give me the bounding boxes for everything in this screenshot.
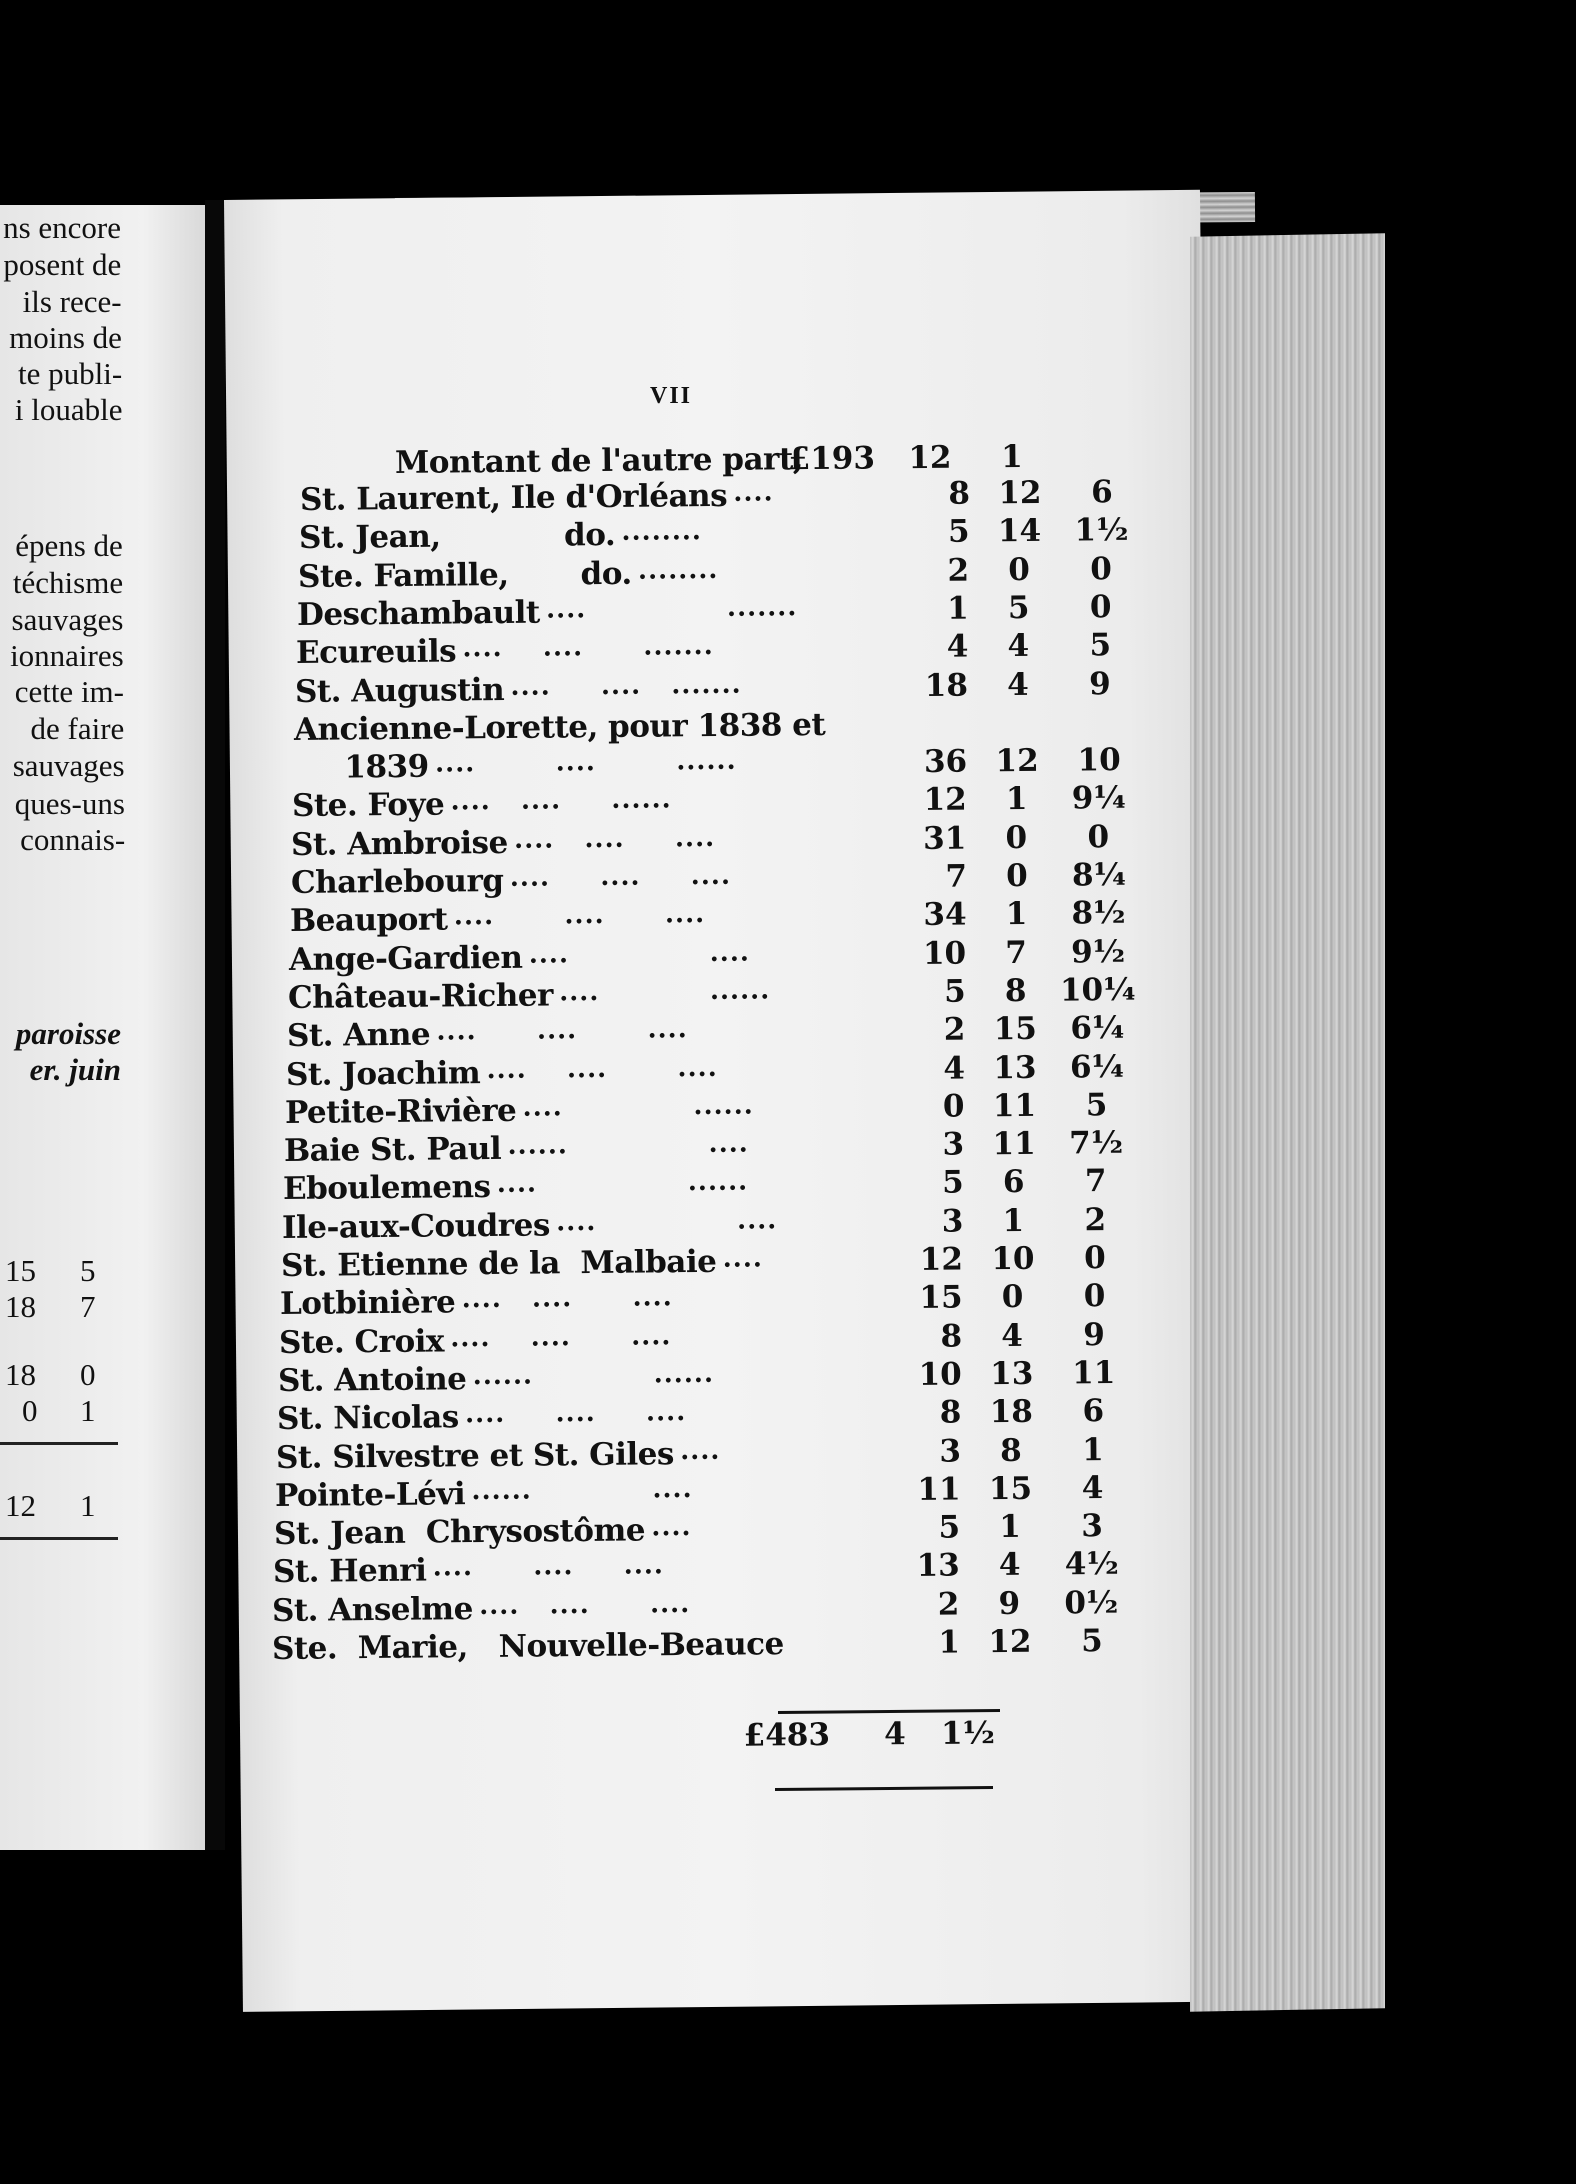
leader-dots: .... .... .... <box>465 1397 687 1430</box>
shillings-value: 8 <box>1004 972 1027 1010</box>
pounds-value: 31 <box>923 820 967 857</box>
pence-value: 5 <box>1080 1623 1103 1660</box>
pounds-value: 5 <box>941 1164 964 1202</box>
parish-name: St. Anselme <box>272 1590 474 1629</box>
shillings-value: 13 <box>992 1049 1037 1086</box>
left-page-line: moins de <box>9 320 122 355</box>
pounds-value: 2 <box>947 552 970 589</box>
parish-name: Baie St. Paul <box>283 1131 502 1170</box>
pence-value: 9 <box>1089 665 1112 702</box>
shillings-value: 7 <box>1004 934 1027 971</box>
shillings-value: 9 <box>998 1585 1021 1622</box>
shillings-value: 4 <box>1007 666 1030 703</box>
left-page-number: 18 <box>5 1357 36 1392</box>
shillings-value: 4 <box>1001 1317 1024 1354</box>
left-page-number: 1 <box>80 1488 96 1523</box>
pence-value: 8¼ <box>1071 856 1126 894</box>
pence-value: 4 <box>1081 1469 1104 1507</box>
shillings-value: 15 <box>993 1010 1037 1048</box>
leader-dots: ........ <box>637 554 719 586</box>
shillings-value: 10 <box>991 1240 1035 1278</box>
leader-dots: .... .... ....... <box>510 669 743 702</box>
page-number: VII <box>650 383 693 409</box>
shillings-value: 1 <box>999 1508 1022 1546</box>
parish-name: Ste. Croix <box>278 1323 445 1361</box>
shillings-value: 0 <box>1005 819 1028 856</box>
parish-name: St. Augustin <box>295 671 505 710</box>
left-page-line: cette im- <box>14 674 124 709</box>
left-page-rule <box>0 1442 118 1445</box>
parish-name: Ste. Marie, Nouvelle-Beauce <box>271 1626 784 1667</box>
leader-dots: .... ...... <box>496 1166 749 1200</box>
leader-dots: ...... ...... <box>472 1358 715 1392</box>
shillings-value: 11 <box>992 1125 1036 1163</box>
left-page-line: ns encore <box>3 210 121 245</box>
left-page-number: 7 <box>80 1289 96 1324</box>
pence-value: 9 <box>1083 1316 1106 1353</box>
shillings-value: 5 <box>1007 589 1030 627</box>
shillings-value <box>978 704 1058 705</box>
shillings-value: 1 <box>1005 896 1028 933</box>
pence-value: 9½ <box>1070 933 1125 971</box>
shillings-value: 8 <box>1000 1432 1023 1469</box>
parish-name: St. Nicolas <box>276 1399 460 1438</box>
pounds-value: 3 <box>942 1126 965 1163</box>
pounds-value: 1 <box>937 1624 960 1661</box>
left-page-line: sauvages <box>11 602 124 637</box>
leader-dots: .... .... .... <box>486 1052 718 1085</box>
pence-value: 0 <box>1083 1240 1106 1277</box>
shillings-value: 1 <box>1002 1202 1025 1239</box>
parish-name: St. Joachim <box>285 1054 481 1093</box>
pounds-value: 12 <box>923 781 968 819</box>
parish-name: Ile-aux-Coudres <box>281 1207 550 1246</box>
pence-value: 5 <box>1089 627 1112 664</box>
leader-dots: ...... .... <box>507 1128 749 1161</box>
pounds-value: 5 <box>938 1509 961 1546</box>
pence-value: 0 <box>1089 589 1112 626</box>
pence-value <box>1060 704 1140 705</box>
pounds-value: 4 <box>946 628 969 665</box>
pounds-value: 5 <box>943 973 966 1010</box>
pence-value: 9¼ <box>1072 780 1127 817</box>
pounds-value: 12 <box>919 1241 964 1278</box>
pence-value: 11 <box>1072 1354 1116 1392</box>
pounds-value: 15 <box>919 1279 963 1317</box>
left-page-number: 0 <box>80 1357 96 1392</box>
pounds-value <box>868 705 968 706</box>
shillings-value: 11 <box>992 1087 1037 1124</box>
leader-dots: .... <box>733 477 774 508</box>
parish-name: Ange-Gardien <box>288 939 523 978</box>
leader-dots: .... ....... <box>546 592 798 625</box>
parish-name: St. Anne <box>286 1016 430 1055</box>
pounds-value: 2 <box>943 1011 966 1048</box>
left-page-line: sauvages <box>12 748 125 783</box>
pounds-value: 34 <box>922 896 967 934</box>
pence-value: 0 <box>1090 550 1113 587</box>
parish-name: Beauport <box>289 901 448 940</box>
left-page-rule <box>0 1537 118 1540</box>
parish-name: St. Jean, do. <box>298 517 616 557</box>
leader-dots: .... ...... <box>522 1090 754 1123</box>
parish-name: 1839 <box>293 748 430 787</box>
pounds-value: 10 <box>918 1356 963 1393</box>
shillings-value: 15 <box>989 1470 1033 1507</box>
left-page-line: posent de <box>3 247 122 282</box>
leader-dots: .... <box>722 1243 764 1274</box>
parish-name: Petite-Rivière <box>284 1092 517 1131</box>
shillings-value: 18 <box>989 1393 1034 1431</box>
total-shillings: 4 <box>883 1716 906 1753</box>
pence-value: 6¼ <box>1069 1010 1125 1047</box>
leader-dots: .... <box>680 1435 721 1466</box>
left-page-line: ionnaires <box>10 638 124 673</box>
pounds-value: 3 <box>939 1432 962 1470</box>
pence-value: 7½ <box>1068 1125 1124 1162</box>
left-page-fragment <box>0 205 205 1850</box>
leader-dots: .... <box>651 1512 693 1543</box>
pounds-value: £193 <box>788 440 876 478</box>
parish-name: Ste. Famille, do. <box>297 555 632 595</box>
leader-dots: .... .... .... <box>453 899 705 932</box>
pounds-value: 4 <box>942 1049 965 1087</box>
pence-value: 7 <box>1084 1163 1107 1200</box>
shillings-value: 13 <box>990 1355 1034 1393</box>
pence-value: 6 <box>1090 474 1113 511</box>
total-pence: 1½ <box>940 1715 996 1752</box>
pounds-value: 5 <box>947 513 970 551</box>
parish-name: St. Jean Chrysostôme <box>274 1512 646 1553</box>
left-page-line: téchisme <box>12 565 124 600</box>
left-page-number: 0 <box>22 1393 38 1428</box>
left-page-line: épens de <box>15 528 123 563</box>
pounds-value: 0 <box>942 1088 965 1125</box>
shillings-value: 0 <box>1008 551 1031 588</box>
shillings-value: 4 <box>1007 628 1030 665</box>
left-page-number: 15 <box>5 1253 36 1288</box>
leader-dots: ...... .... <box>471 1473 694 1506</box>
left-page-number: 1 <box>80 1393 96 1428</box>
shillings-value: 12 <box>995 742 1040 780</box>
parish-name: Ancienne-Lorette, pour 1838 et <box>294 706 826 748</box>
parish-name: Pointe-Lévi <box>275 1475 466 1514</box>
pounds-value: 11 <box>917 1471 962 1508</box>
leader-dots: .... ...... <box>558 975 770 1008</box>
pounds-value: 8 <box>940 1318 963 1355</box>
leader-dots: .... .... .... <box>435 1014 688 1047</box>
left-page-italic-line: er. juin <box>29 1052 121 1087</box>
leader-dots: .... .... .... <box>461 1282 673 1315</box>
leader-dots: .... .... ...... <box>450 784 673 817</box>
pounds-value: 36 <box>924 743 968 781</box>
pounds-value: 10 <box>922 935 966 972</box>
shillings-value: 12 <box>998 474 1042 512</box>
pence-value: 6¼ <box>1069 1048 1124 1085</box>
shillings-value: 0 <box>1005 857 1028 895</box>
left-page-line: ils rece- <box>22 284 122 319</box>
parish-name: Eboulemens <box>282 1169 491 1208</box>
pounds-value: 2 <box>938 1586 960 1623</box>
shillings-value: 4 <box>999 1547 1022 1584</box>
leader-dots: .... .... .... <box>479 1588 691 1621</box>
shillings-value: 12 <box>908 439 952 477</box>
shillings-value: 12 <box>987 1623 1032 1661</box>
parish-name: St. Etienne de la Malbaie <box>280 1243 717 1284</box>
parish-name: Charlebourg <box>290 862 504 901</box>
total-pounds: £483 <box>743 1716 831 1754</box>
parish-name: Ecureuils <box>295 633 457 672</box>
pounds-value: 3 <box>941 1203 964 1240</box>
pence-value: 1½ <box>1074 512 1129 549</box>
parish-name: St. Henri <box>273 1552 427 1591</box>
pounds-value: 13 <box>916 1547 961 1585</box>
parish-name: Château-Richer <box>287 977 553 1016</box>
pence-value: 0 <box>1087 818 1110 856</box>
pence-value: 6 <box>1082 1393 1105 1430</box>
shillings-value: 14 <box>997 513 1042 550</box>
leader-dots: ........ <box>621 516 703 548</box>
carried-label: Montant de l'autre part, <box>394 441 804 481</box>
pence-value: 3 <box>1081 1508 1104 1545</box>
left-page-number: 12 <box>5 1488 36 1523</box>
pence-value: 1 <box>1000 438 1023 476</box>
pence-value: 0½ <box>1064 1584 1119 1622</box>
pence-value: 0 <box>1083 1278 1106 1315</box>
parish-name: St. Silvestre et St. Giles <box>276 1435 675 1476</box>
pence-value: 8½ <box>1070 895 1126 932</box>
pounds-value: 8 <box>939 1394 962 1431</box>
left-page-line: te publi- <box>18 356 123 391</box>
pounds-value: 8 <box>948 475 971 512</box>
leader-dots: .... .... <box>555 1204 778 1238</box>
parish-name: Deschambault <box>296 594 541 633</box>
parish-name: St. Antoine <box>277 1361 467 1399</box>
pence-value: 4½ <box>1065 1546 1120 1583</box>
left-page-number: 18 <box>5 1289 36 1324</box>
pence-value: 1 <box>1082 1431 1105 1468</box>
shillings-value: 0 <box>1001 1279 1024 1316</box>
leader-dots: .... .... ....... <box>462 631 715 664</box>
pounds-value: 7 <box>944 858 967 895</box>
parish-name: St. Laurent, Ile d'Orléans <box>299 477 728 518</box>
book-gutter <box>205 200 225 1850</box>
shillings-value: 1 <box>1006 781 1029 818</box>
pence-value: 10 <box>1077 742 1122 779</box>
leader-dots: .... .... .... <box>432 1550 665 1583</box>
pounds-value: 18 <box>924 667 969 704</box>
parish-name: Lotbinière <box>279 1284 456 1323</box>
pence-value: 5 <box>1085 1086 1108 1124</box>
left-page-number: 5 <box>80 1253 96 1288</box>
left-page-line: de faire <box>30 711 125 746</box>
leader-dots: .... .... ...... <box>435 745 738 779</box>
parish-name: Ste. Foye <box>292 786 445 825</box>
pence-value: 10¼ <box>1059 971 1136 1009</box>
pounds-value: 1 <box>947 590 970 627</box>
left-page-line: connais- <box>20 822 126 857</box>
parish-name: St. Ambroise <box>291 824 509 863</box>
leader-dots: .... .... .... <box>450 1320 672 1353</box>
leader-dots: .... .... .... <box>514 822 716 855</box>
leader-dots: .... .... .... <box>509 860 731 893</box>
leader-dots: .... .... <box>528 937 750 970</box>
shillings-value: 6 <box>1002 1164 1025 1201</box>
pence-value: 2 <box>1084 1201 1107 1238</box>
left-page-line: ques-uns <box>14 786 125 821</box>
left-page-italic-line: paroisse <box>15 1016 121 1051</box>
left-page-line: i louable <box>14 392 123 427</box>
